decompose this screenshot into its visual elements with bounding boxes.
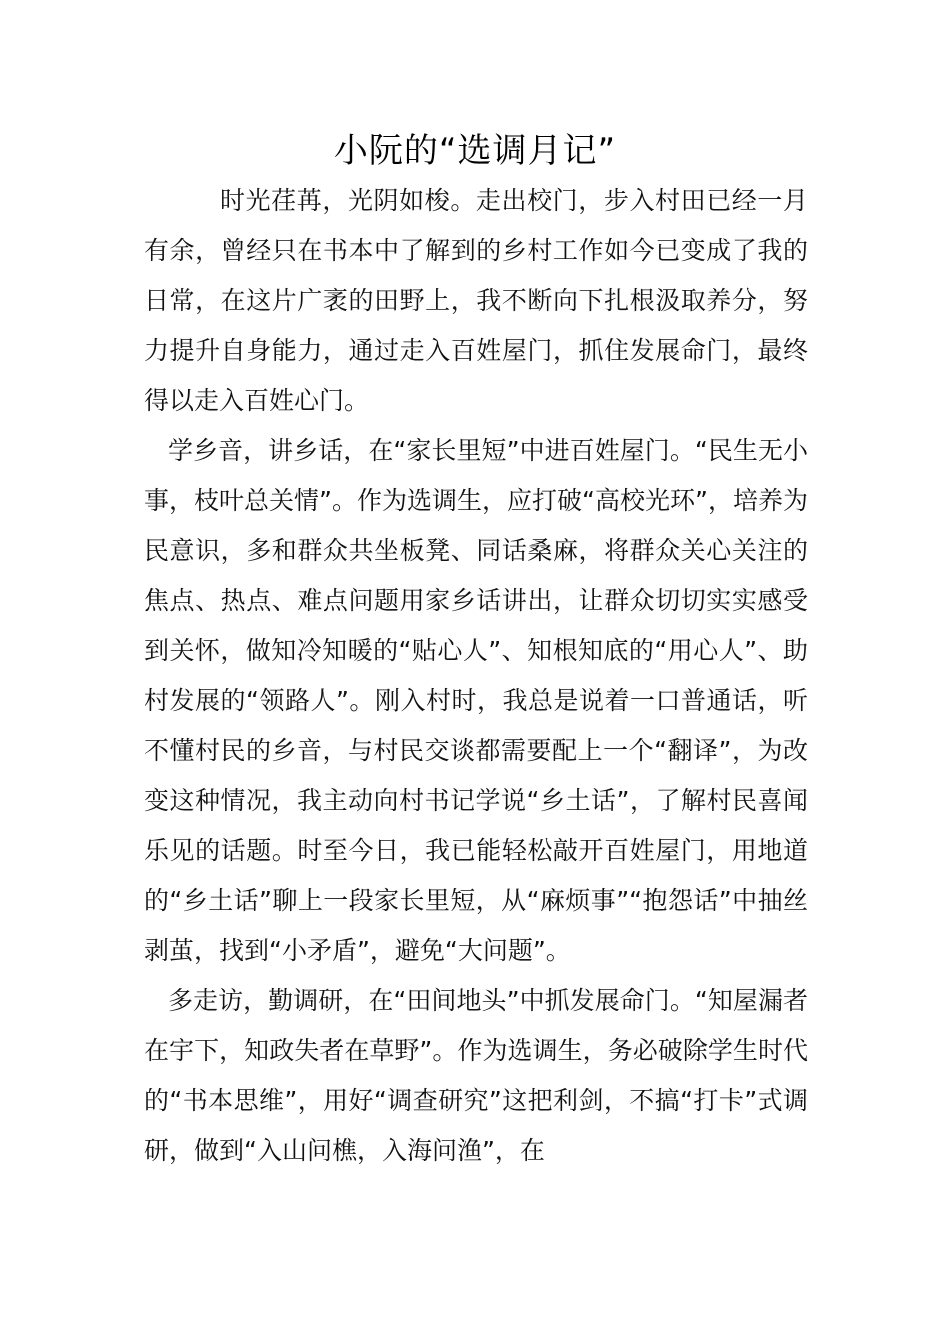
document-body <box>144 176 808 1176</box>
paragraph-intro: 时光荏苒，光阴如梭。走出校门，步入村田已经一月有余，曾经只在书本中了解到的乡村工作如今已变成了我的日常，在这片广袤的田野上，我不断向下扎根汲取养分，努力提升自身能力，通过走入百姓屋门，抓住发展命门，最终得以走入百姓心门。 <box>144 186 808 415</box>
document-title: 小阮的“选调月记” <box>333 131 617 171</box>
paragraph-research: 多走访，勤调研，在“田间地头”中抓发展命门。“知屋漏者在宇下，知政失者在草野”。作为选调生，务必破除学生时代的“书本思维”，用好“调查研究”这把利剑，不搞“打卡”式调研，做到“入山问樵，入海问渔”，在 <box>144 986 808 1165</box>
paragraph-dialect: 学乡音，讲乡话，在“家长里短”中进百姓屋门。“民生无小事，枝叶总关情”。作为选调生，应打破“高校光环”，培养为民意识，多和群众共坐板凳、同话桑麻，将群众关心关注的焦点、热点、难点问题用家乡话讲出，让群众切切实实感受到关怀，做知冷知暖的“贴心人”、知根知底的“用心人”、助村发展的“领路人”。刚入村时，我总是说着一口普通话，听不懂村民的乡音，与村民交谈都需要配上一个“翻译”，为改变这种情况，我主动向村书记学说“乡土话”，了解村民喜闻乐见的话题。时至今日，我已能轻松敲开百姓屋门，用地道的“乡土话”聊上一段家长里短，从“麻烦事”“抱怨话”中抽丝剥茧，找到“小矛盾”，避免“大问题”。 <box>144 436 808 965</box>
